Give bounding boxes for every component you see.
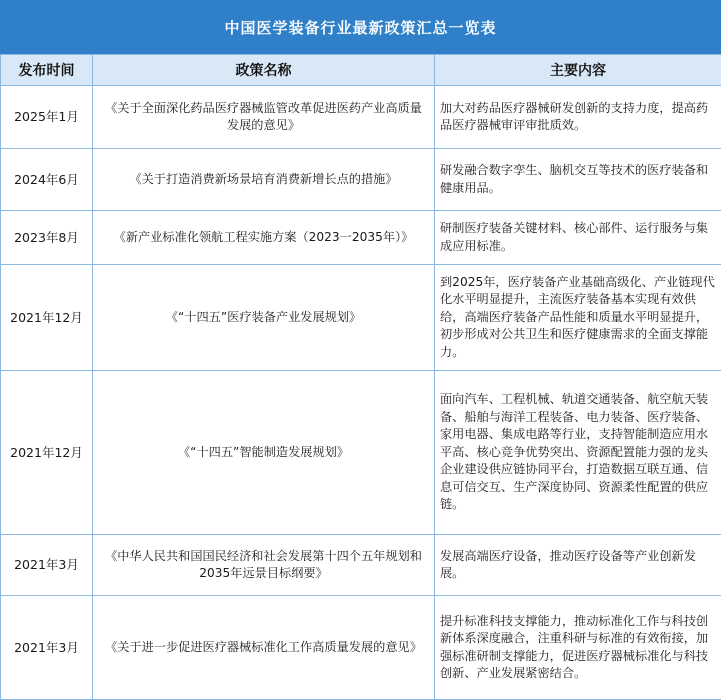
row-policy-name: 《关于全面深化药品医疗器械监管改革促进医药产业高质量发展的意见》 [93,86,435,149]
row-content: 研发融合数字孪生、脑机交互等技术的医疗装备和健康用品。 [435,149,721,211]
header-row [1,55,721,86]
table-row [1,371,721,535]
row-content: 发展高端医疗设备，推动医疗设备等产业创新发展。 [435,535,721,596]
header-policy-name: 政策名称 [93,55,435,86]
row-date: 2024年6月 [1,149,93,211]
row-content: 研制医疗装备关键材料、核心部件、运行服务与集成应用标准。 [435,211,721,265]
row-date: 2021年3月 [1,596,93,700]
table-row [1,149,721,211]
row-policy-name: 《中华人民共和国国民经济和社会发展第十四个五年规划和2035年远景目标纲要》 [93,535,435,596]
table-row [1,211,721,265]
row-content: 提升标准科技支撑能力，推动标准化工作与科技创新体系深度融合，注重科研与标准的有效衔接，加强标准研制支撑能力，促进医疗器械标准化与科技创新、产业发展紧密结合。 [435,596,721,700]
row-date: 2021年12月 [1,265,93,371]
policy-table [0,54,721,700]
table-row [1,265,721,371]
row-policy-name: 《新产业标准化领航工程实施方案（2023一2035年）》 [93,211,435,265]
row-date: 2023年8月 [1,211,93,265]
row-date: 2025年1月 [1,86,93,149]
table-row [1,596,721,700]
row-policy-name: 《关于进一步促进医疗器械标准化工作高质量发展的意见》 [93,596,435,700]
row-content: 面向汽车、工程机械、轨道交通装备、航空航天装备、船舶与海洋工程装备、电力装备、医疗装备、家用电器、集成电路等行业，支持智能制造应用水平高、核心竞争优势突出、资源配置能力强的龙头企业建设供应链协同平台，打造数据互联互通、信息可信交互、生产深度协同、资源柔性配置的供应链。 [435,371,721,535]
row-policy-name: 《关于打造消费新场景培育消费新增长点的措施》 [93,149,435,211]
header-date: 发布时间 [1,55,93,86]
header-main-content: 主要内容 [435,55,721,86]
row-content: 到2025年，医疗装备产业基础高级化、产业链现代化水平明显提升，主流医疗装备基本实现有效供给，高端医疗装备产品性能和质量水平明显提升，初步形成对公共卫生和医疗健康需求的全面支撑能力。 [435,265,721,371]
row-date: 2021年3月 [1,535,93,596]
row-policy-name: 《“十四五”医疗装备产业发展规划》 [93,265,435,371]
row-policy-name: 《“十四五”智能制造发展规划》 [93,371,435,535]
table-title: 中国医学装备行业最新政策汇总一览表 [0,0,721,54]
row-date: 2021年12月 [1,371,93,535]
table-row [1,535,721,596]
row-content: 加大对药品医疗器械研发创新的支持力度，提高药品医疗器械审评审批质效。 [435,86,721,149]
table-row [1,86,721,149]
